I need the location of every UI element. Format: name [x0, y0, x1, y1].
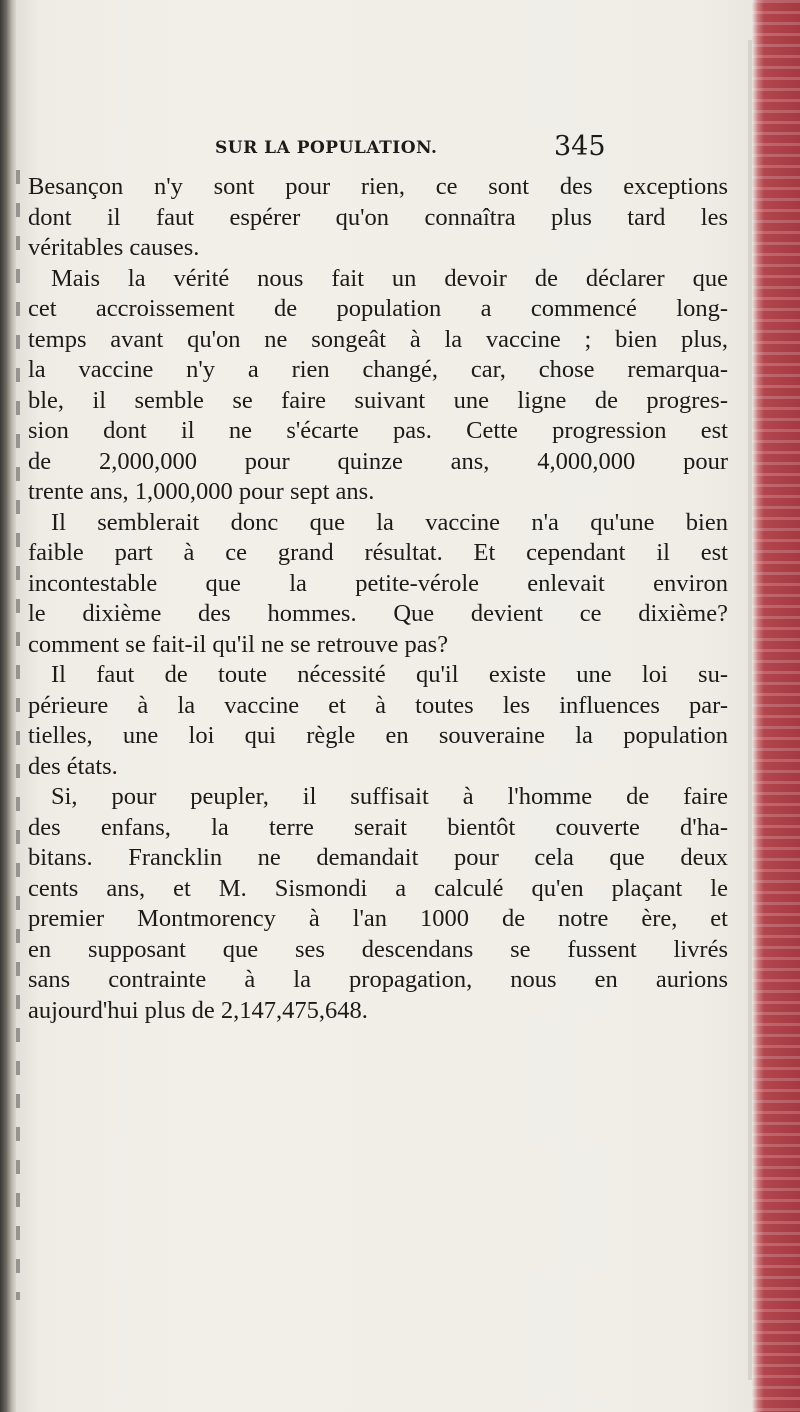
text-line: trente ans, 1,000,000 pour sept ans.	[28, 478, 375, 505]
text-line: en supposant que ses descendans se fussent livrés	[28, 935, 728, 963]
text-line: comment se fait-il qu'il ne se retrouve pas?	[28, 630, 449, 658]
text-line: faible part à ce grand résultat. Et cependant il est	[28, 539, 728, 566]
text-line: des enfans, la terre serait bientôt couverte d'ha-	[28, 813, 728, 841]
text-line: le dixième des hommes. Que devient ce dixième?	[28, 600, 728, 627]
text-line: des états.	[28, 752, 118, 780]
text-line: de 2,000,000 pour quinze ans, 4,000,000 pour	[28, 447, 728, 475]
text-line: Besançon n'y sont pour rien, ce sont des exceptions	[28, 173, 728, 200]
book-cover-edge	[752, 0, 800, 1412]
text-line: la vaccine n'y a rien changé, car, chose remarqua-	[28, 356, 728, 383]
page-number: 345	[554, 131, 606, 162]
text-line: périeure à la vaccine et à toutes les influences par-	[28, 691, 728, 719]
text-line: tielles, une loi qui règle en souveraine la population	[28, 722, 728, 749]
text-line: véritables causes.	[28, 234, 200, 261]
text-line: Mais la vérité nous fait un devoir de déclarer que	[51, 264, 728, 292]
text-line: Si, pour peupler, il suffisait à l'homme de faire	[51, 783, 728, 810]
text-line: aujourd'hui plus de 2,147,475,648.	[28, 996, 368, 1024]
text-line: dont il faut espérer qu'on connaîtra plus tard les	[28, 203, 728, 231]
text-line: ble, il semble se faire suivant une ligne de progres-	[28, 386, 728, 414]
page-binding-edge	[0, 0, 16, 1412]
text-line: sion dont il ne s'écarte pas. Cette progression est	[28, 417, 728, 444]
text-line: cet accroissement de population a commencé long-	[28, 295, 728, 322]
body-text	[28, 172, 728, 1026]
text-line: Il faut de toute nécessité qu'il existe une loi su-	[51, 661, 728, 688]
text-line: temps avant qu'on ne songeât à la vaccine ; bien plus,	[28, 325, 728, 353]
page-header	[215, 131, 635, 172]
text-line: cents ans, et M. Sismondi a calculé qu'en plaçant le	[28, 874, 728, 902]
gutter-shadow	[16, 170, 20, 1300]
text-line: Il semblerait donc que la vaccine n'a qu'une bien	[51, 508, 728, 536]
text-line: premier Montmorency à l'an 1000 de notre ère, et	[28, 905, 728, 932]
text-line: sans contrainte à la propagation, nous en aurions	[28, 966, 728, 993]
running-title: SUR LA POPULATION.	[215, 138, 438, 158]
text-line: incontestable que la petite-vérole enlevait environ	[28, 569, 728, 597]
text-line: bitans. Francklin ne demandait pour cela que deux	[28, 844, 728, 871]
